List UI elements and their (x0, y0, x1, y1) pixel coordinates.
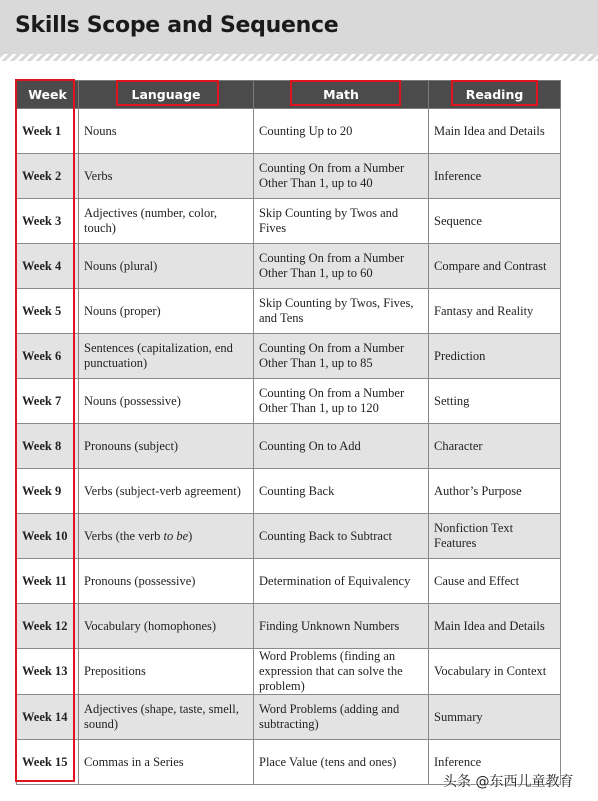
math-cell: Counting On from a Number Other Than 1, up to 120 (254, 379, 429, 424)
reading-cell: Cause and Effect (429, 559, 561, 604)
week-cell: Week 11 (17, 559, 79, 604)
reading-cell: Main Idea and Details (429, 109, 561, 154)
reading-cell: Inference (429, 154, 561, 199)
week-cell: Week 9 (17, 469, 79, 514)
math-cell: Finding Unknown Numbers (254, 604, 429, 649)
language-cell: Adjectives (number, color, touch) (79, 199, 254, 244)
table-row (17, 244, 561, 289)
week-cell: Week 7 (17, 379, 79, 424)
reading-cell: Inference (429, 740, 561, 785)
language-cell: Vocabulary (homophones) (79, 604, 254, 649)
week-cell: Week 5 (17, 289, 79, 334)
math-cell: Counting Back (254, 469, 429, 514)
week-cell: Week 8 (17, 424, 79, 469)
math-cell: Counting On from a Number Other Than 1, up to 85 (254, 334, 429, 379)
language-cell: Nouns (possessive) (79, 379, 254, 424)
math-cell: Word Problems (finding an expression that can solve the problem) (254, 649, 429, 695)
week-cell: Week 13 (17, 649, 79, 695)
reading-cell: Character (429, 424, 561, 469)
math-cell: Counting Back to Subtract (254, 514, 429, 559)
reading-cell: Sequence (429, 199, 561, 244)
language-cell: Commas in a Series (79, 740, 254, 785)
reading-cell: Nonfiction Text Features (429, 514, 561, 559)
header-language: Language (79, 81, 254, 109)
table-row (17, 514, 561, 559)
table-row (17, 154, 561, 199)
week-cell: Week 6 (17, 334, 79, 379)
week-cell: Week 4 (17, 244, 79, 289)
reading-cell: Prediction (429, 334, 561, 379)
language-cell: Nouns (79, 109, 254, 154)
table-row (17, 334, 561, 379)
math-cell: Counting On from a Number Other Than 1, up to 60 (254, 244, 429, 289)
math-cell: Word Problems (adding and subtracting) (254, 695, 429, 740)
table-row (17, 649, 561, 695)
math-cell: Counting On to Add (254, 424, 429, 469)
language-cell: Pronouns (possessive) (79, 559, 254, 604)
math-cell: Skip Counting by Twos, Fives, and Tens (254, 289, 429, 334)
table-row (17, 695, 561, 740)
table-row (17, 604, 561, 649)
table-row (17, 469, 561, 514)
language-cell: Verbs (79, 154, 254, 199)
week-cell: Week 1 (17, 109, 79, 154)
week-cell: Week 15 (17, 740, 79, 785)
reading-cell: Compare and Contrast (429, 244, 561, 289)
skills-table (16, 80, 561, 785)
table-row (17, 559, 561, 604)
table-row (17, 199, 561, 244)
reading-cell: Fantasy and Reality (429, 289, 561, 334)
language-cell: Verbs (the verb to be) (79, 514, 254, 559)
language-cell: Adjectives (shape, taste, smell, sound) (79, 695, 254, 740)
watermark-text: 头条 @东西儿童教育 (443, 774, 574, 790)
week-cell: Week 2 (17, 154, 79, 199)
reading-cell: Main Idea and Details (429, 604, 561, 649)
language-cell: Nouns (proper) (79, 289, 254, 334)
week-cell: Week 14 (17, 695, 79, 740)
reading-cell: Summary (429, 695, 561, 740)
math-cell: Place Value (tens and ones) (254, 740, 429, 785)
language-cell: Prepositions (79, 649, 254, 695)
reading-cell: Vocabulary in Context (429, 649, 561, 695)
reading-cell: Setting (429, 379, 561, 424)
math-cell: Counting Up to 20 (254, 109, 429, 154)
week-cell: Week 3 (17, 199, 79, 244)
language-cell: Pronouns (subject) (79, 424, 254, 469)
language-cell: Sentences (capitalization, end punctuation) (79, 334, 254, 379)
week-cell: Week 12 (17, 604, 79, 649)
reading-cell: Author’s Purpose (429, 469, 561, 514)
header-row (17, 81, 561, 109)
math-cell: Skip Counting by Twos and Fives (254, 199, 429, 244)
table-row (17, 424, 561, 469)
page-title: Skills Scope and Sequence (15, 13, 339, 38)
zigzag-divider (0, 54, 598, 61)
table-row (17, 109, 561, 154)
language-cell: Nouns (plural) (79, 244, 254, 289)
table-row (17, 379, 561, 424)
math-cell: Determination of Equivalency (254, 559, 429, 604)
language-cell: Verbs (subject-verb agreement) (79, 469, 254, 514)
header-week: Week (17, 81, 79, 109)
header-reading: Reading (429, 81, 561, 109)
week-cell: Week 10 (17, 514, 79, 559)
table-row (17, 289, 561, 334)
math-cell: Counting On from a Number Other Than 1, up to 40 (254, 154, 429, 199)
header-math: Math (254, 81, 429, 109)
